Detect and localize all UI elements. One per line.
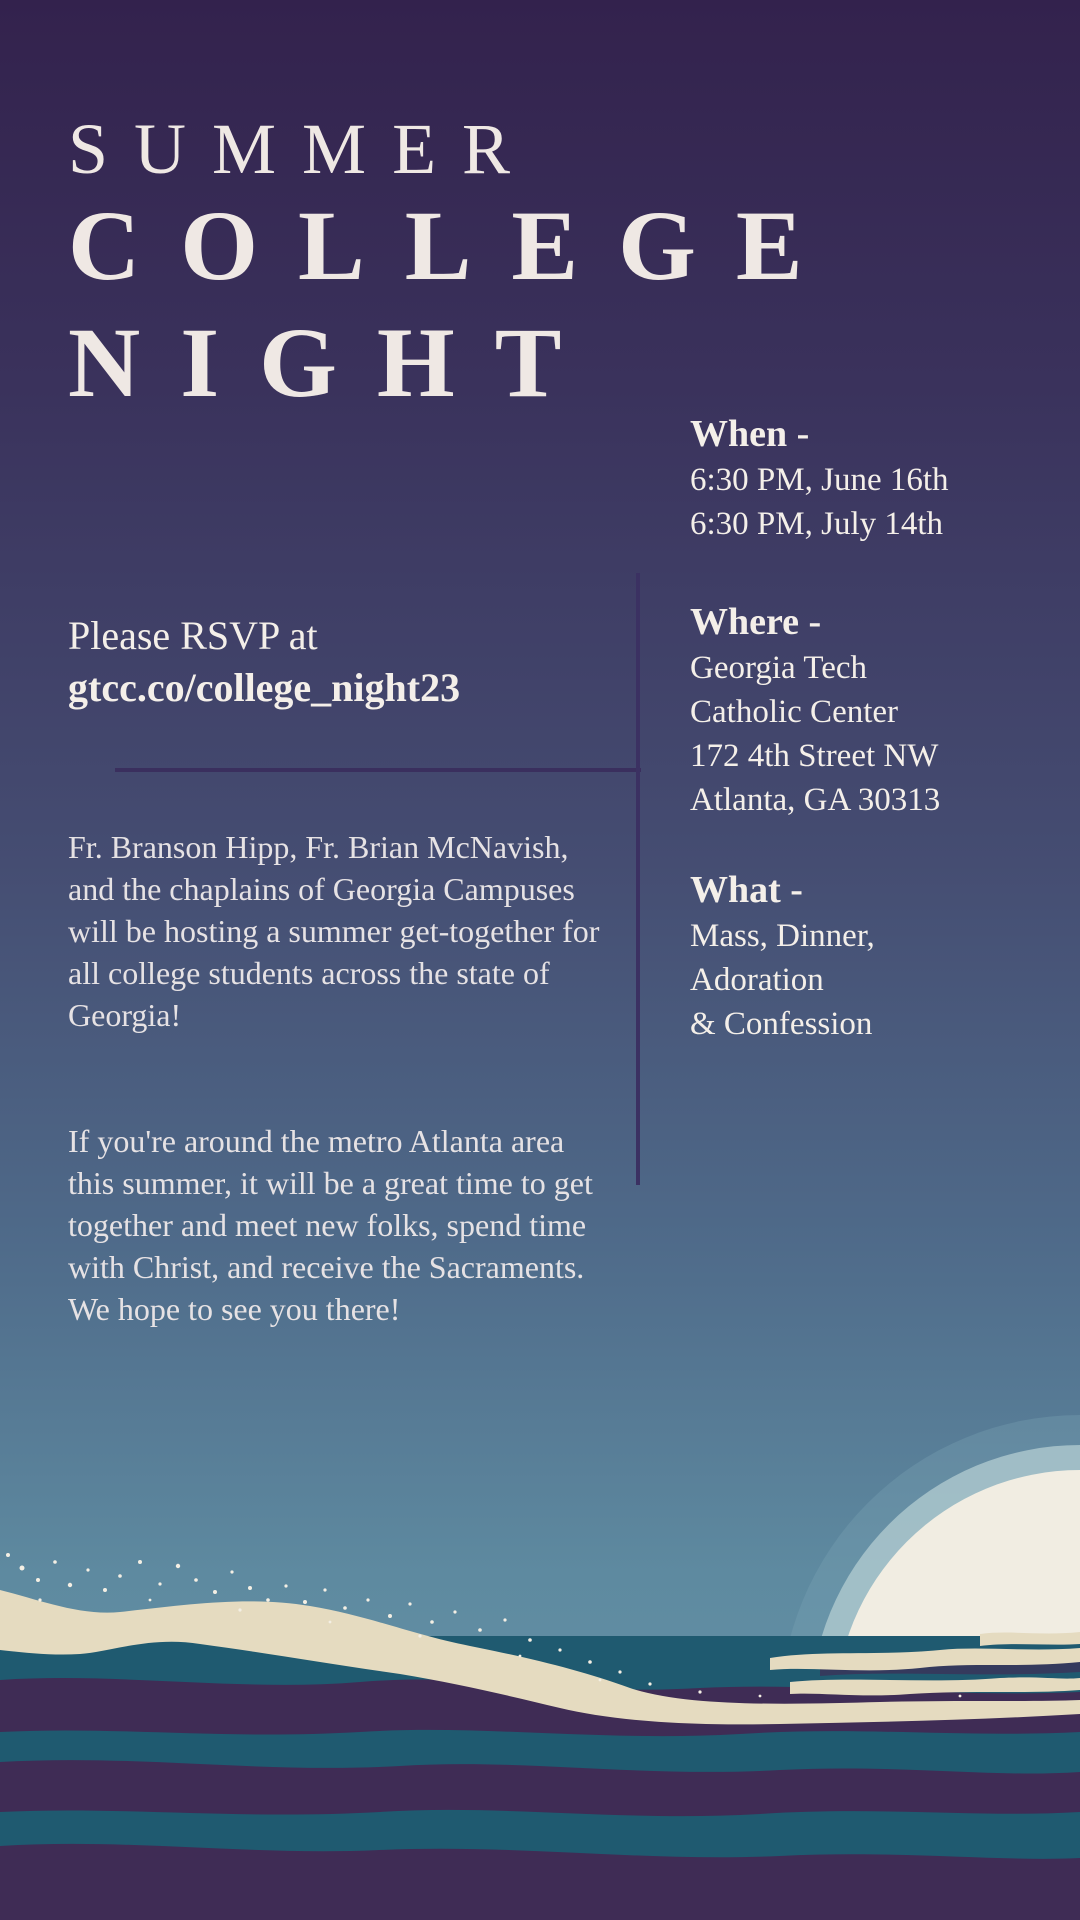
what-section — [690, 866, 1060, 1046]
ocean-moon-illustration — [0, 1300, 1080, 1920]
where-line: Catholic Center — [690, 694, 899, 730]
what-heading: What - — [690, 869, 803, 911]
where-line: 172 4th Street NW — [690, 738, 939, 774]
what-line: Adoration — [690, 962, 824, 998]
where-line: Atlanta, GA 30313 — [690, 782, 941, 818]
when-line: 6:30 PM, July 14th — [690, 506, 944, 542]
where-line: Georgia Tech — [690, 650, 867, 686]
what-line: Mass, Dinner, — [690, 918, 875, 954]
when-section — [690, 410, 1060, 546]
title-college: COLLEGE — [68, 190, 843, 301]
horizontal-divider — [115, 768, 641, 772]
description-paragraph-1: Fr. Branson Hipp, Fr. Brian McNavish, and the chaplains of Georgia Campuses will be hosting a summer get-together for all college students across the state of Georgia! — [68, 829, 600, 1033]
when-line: 6:30 PM, June 16th — [690, 462, 949, 498]
title-summer: SUMMER — [68, 109, 537, 189]
rsvp-prefix: Please RSVP at — [68, 613, 318, 658]
rsvp-block — [68, 610, 460, 714]
where-heading: Where - — [690, 601, 822, 643]
when-heading: When - — [690, 413, 810, 455]
description-paragraph-2: If you're around the metro Atlanta area this summer, it will be a great time to get together and meet new folks, spend time with Christ, and receive the Sacraments. We hope to see you there! — [68, 1123, 593, 1327]
vertical-divider — [636, 573, 640, 1185]
where-section — [690, 598, 1060, 822]
rsvp-url: gtcc.co/college_night23 — [68, 665, 461, 710]
what-line: & Confession — [690, 1006, 873, 1042]
title-night: NIGHT — [68, 307, 602, 418]
